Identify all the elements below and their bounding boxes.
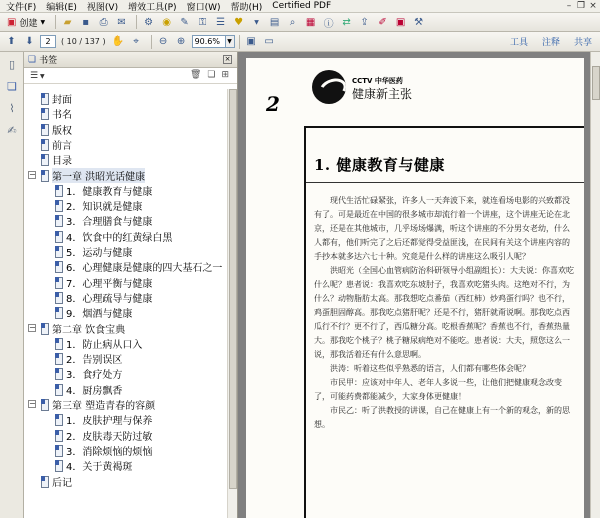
bookmark-label: 目录 — [52, 156, 72, 168]
bookmark-item[interactable] — [40, 474, 72, 489]
qr-button[interactable] — [303, 15, 318, 30]
printer-icon: ⎙ — [99, 16, 108, 28]
comment-button[interactable] — [159, 15, 174, 30]
bookmark-label: 2．告别误区 — [66, 355, 123, 367]
document-window-controls — [564, 1, 598, 11]
bookmark-item[interactable] — [54, 229, 172, 244]
delete-icon[interactable]: 🗑 — [189, 70, 202, 80]
menu-help[interactable]: 帮助(H) — [230, 2, 263, 13]
chevron-down-icon: ▼ — [227, 38, 232, 45]
pdf-button[interactable] — [393, 15, 408, 30]
arrow-down-circle-icon: ⬇ — [25, 36, 34, 47]
fit-width-icon: ▭ — [264, 36, 274, 47]
info-button[interactable] — [321, 15, 336, 30]
bookmark-icon — [40, 323, 49, 334]
previous-page-button[interactable] — [4, 34, 19, 49]
search-icon: ⌕ — [289, 16, 296, 28]
bookmarks-panel — [24, 52, 238, 518]
bookmark-label: 第二章 饮食宝典 — [52, 324, 126, 336]
settings-button[interactable] — [141, 15, 156, 30]
bookmark-icon — [54, 338, 63, 349]
bookmark-icon — [54, 246, 63, 257]
bookmark-item[interactable] — [54, 428, 152, 443]
paragraph: 洪涛：听着这些似乎熟悉的语言，人们都有哪些体会呢？ — [330, 364, 530, 373]
paragraph: 洪昭光（全国心血管病防治科研领导小组副组长）：大夫说：你喜欢吃什么呢？患者说：我喜欢吃东坡肘子，我喜欢吃猪头肉。这绝对不行，为什么？动物脂肪太高。那我想吃点番茄（西红柿）炒鸡蛋行吗？也不行，鸡蛋胆固醇高。那我吃点猪肝呢？还是不行，猪肝就甭说啊。那我吃点西瓜行不行？更不行了，西瓜糖分高。吃根香蕉呢？香蕉也不行，香蕉热量大。那我吃个桃子？桃子糖尿病绝对不能吃。患者说：大夫，照您这么一说，那我活着还有什么意思啊。 — [314, 266, 574, 359]
main-toolbar — [0, 13, 600, 32]
print-button[interactable] — [96, 15, 111, 30]
share-link[interactable]: 共享 — [573, 38, 592, 48]
menu-window[interactable]: 窗口(W) — [186, 2, 221, 13]
create-button[interactable] — [4, 15, 48, 30]
menu-bar — [0, 0, 600, 13]
bookmark-label: 9．烟酒与健康 — [66, 309, 133, 321]
chevron-down-icon: ▼ — [38, 72, 45, 80]
bookmark-label: 1．健康教育与健康 — [66, 186, 153, 198]
scrollbar-thumb[interactable] — [229, 89, 237, 489]
pages-icon: ▤ — [269, 16, 280, 28]
fit-width-button[interactable] — [262, 34, 277, 49]
bookmark-tree — [24, 89, 228, 518]
bookmark-label: 4．饮食中的红黄绿白黑 — [66, 232, 173, 244]
bookmark-icon — [40, 476, 49, 487]
bookmark-label: 第一章 洪昭光话健康 — [52, 168, 145, 183]
zoom-in-button[interactable] — [174, 34, 189, 49]
task-links — [510, 35, 592, 48]
plus-circle-icon: ⊕ — [176, 36, 186, 47]
bookmark-icon — [40, 108, 49, 119]
bookmark-label: 5．运动与健康 — [66, 248, 133, 259]
comment-link[interactable]: 注释 — [541, 38, 560, 48]
form-icon: ☰ — [216, 16, 226, 28]
paragraph: 市民乙：听了洪教授的讲课，自己在健康上有一个新的观念，新的思想。 — [314, 406, 570, 429]
hand-icon: ✋ — [111, 36, 125, 47]
zoom-input[interactable] — [192, 35, 226, 48]
wrench-icon: ⚒ — [414, 16, 424, 28]
bookmark-actions — [190, 70, 229, 80]
bookmark-icon — [54, 445, 63, 456]
toolbar-separator — [55, 15, 56, 29]
brand-small: CCTV 中华医药 — [352, 77, 403, 85]
page-number-input[interactable] — [40, 35, 56, 48]
create-label: 创建 — [19, 18, 38, 29]
bookmark-label: 后记 — [52, 477, 72, 489]
bookmark-item[interactable] — [40, 152, 72, 167]
bookmark-item[interactable] — [29, 321, 126, 336]
menu-view[interactable]: 视图(V) — [86, 2, 119, 13]
bookmark-label: 3．食疗处方 — [66, 370, 123, 382]
speech-bubble-icon: ◉ — [162, 16, 171, 28]
bookmark-item[interactable] — [54, 290, 152, 305]
bookmark-icon — [54, 460, 63, 471]
options-icon: ☰ — [30, 70, 39, 81]
gear-icon: ⚙ — [144, 16, 154, 28]
edit-button[interactable] — [375, 15, 390, 30]
cursor-icon: ⌖ — [133, 36, 139, 47]
zoom-value: 90.6% — [194, 37, 220, 46]
edit-icon: ✐ — [378, 16, 387, 28]
tools-button[interactable] — [411, 15, 426, 30]
stamp-icon: ♥ — [234, 16, 244, 28]
bookmark-icon: ❏ — [28, 54, 37, 65]
chevron-down-icon: ▼ — [254, 18, 259, 26]
disk-icon: ▪ — [82, 16, 89, 28]
bookmark-item[interactable] — [54, 336, 142, 351]
new-bookmark-icon[interactable]: ❏ — [207, 70, 216, 80]
pages-panel-icon[interactable]: ▯ — [8, 58, 16, 71]
minus-circle-icon: ⊖ — [158, 36, 168, 47]
navigation-pane-strip — [0, 52, 24, 518]
document-area — [238, 52, 590, 518]
hand-tool-button[interactable] — [111, 34, 126, 49]
bookmarks-panel-icon[interactable]: ❏ — [7, 80, 17, 93]
bookmark-item[interactable] — [54, 183, 152, 198]
bookmark-item[interactable] — [54, 412, 152, 427]
collapse-toggle-icon[interactable]: − — [29, 169, 36, 179]
info-icon: ⓘ — [323, 18, 334, 30]
envelope-icon: ✉ — [117, 16, 126, 28]
bookmark-icon — [40, 139, 49, 150]
pdf-icon: ▣ — [395, 16, 406, 28]
menu-edit[interactable]: 编辑(E) — [46, 2, 77, 13]
zoom-out-button[interactable] — [156, 34, 171, 49]
close-icon[interactable]: × — [589, 1, 597, 11]
bookmark-label: 2．知识就是健康 — [66, 202, 143, 214]
page-number: 2 — [266, 92, 280, 116]
chevron-button[interactable] — [249, 15, 264, 30]
toolbar-separator — [136, 15, 137, 29]
bookmark-icon — [54, 292, 63, 303]
bookmark-label: 6．心理健康是健康的四大基石之一 — [66, 263, 223, 275]
bookmark-icon — [54, 430, 63, 441]
select-tool-button[interactable] — [129, 34, 144, 49]
bookmark-icon — [54, 414, 63, 425]
signatures-panel-icon[interactable]: ✍ — [7, 124, 17, 137]
search-button[interactable] — [285, 15, 300, 30]
pen-icon: ✎ — [180, 16, 189, 28]
bookmark-item[interactable] — [54, 305, 132, 320]
bookmark-item[interactable] — [54, 443, 152, 458]
title-rule — [306, 182, 584, 183]
bookmark-item[interactable] — [54, 366, 122, 381]
qr-icon: ▦ — [305, 16, 316, 28]
bookmark-label: 前言 — [52, 140, 72, 152]
bookmark-item[interactable] — [29, 397, 156, 412]
translate-icon: ⇄ — [342, 16, 351, 28]
bookmark-icon — [40, 170, 49, 181]
bookmark-icon — [54, 261, 63, 272]
toolbar-separator — [239, 35, 240, 49]
paragraph: 现代生活忙碌紧张，许多人一天奔波下来，就连看场电影的兴致都没有了。可是最近在中国的很多城市却流行着一个讲座，这个讲座无论在北京，还是在其他城市，几乎场场爆满，听这个讲座的不分男女老幼，什么人都有，他们听完了之后还都觉得受益匪浅，在民间有关这个讲座内容的手抄本就多达六七十种。究竟是什么样的讲座这么吸引人呢？ — [314, 196, 570, 261]
save-button[interactable] — [78, 15, 93, 30]
bookmark-icon — [54, 384, 63, 395]
scrollbar-thumb[interactable] — [592, 66, 600, 100]
bookmark-item[interactable] — [40, 122, 72, 137]
sign-button[interactable] — [177, 15, 192, 30]
bookmarks-toolbar — [24, 68, 237, 84]
options-dropdown[interactable] — [30, 71, 45, 81]
next-page-button[interactable] — [22, 34, 37, 49]
bookmarks-panel-title: 书签 — [39, 56, 58, 66]
lock-icon: ⚿ — [198, 16, 207, 28]
bookmark-label: 书名 — [52, 110, 72, 122]
bookmark-icon — [54, 200, 63, 211]
close-icon[interactable]: × — [224, 55, 231, 63]
stamp-button[interactable] — [231, 15, 246, 30]
bookmark-icon — [54, 368, 63, 379]
bookmark-item[interactable] — [54, 275, 152, 290]
cctv-logo-icon — [312, 70, 346, 104]
pages-button[interactable] — [267, 15, 282, 30]
navigation-toolbar — [0, 32, 600, 52]
bookmark-item[interactable] — [40, 106, 72, 121]
forms-button[interactable] — [213, 15, 228, 30]
minimize-icon[interactable]: – — [566, 1, 572, 11]
document-scrollbar[interactable] — [590, 52, 600, 518]
email-button[interactable] — [114, 15, 129, 30]
tools-link[interactable]: 工具 — [509, 38, 528, 48]
expand-bookmark-icon[interactable]: ⊞ — [221, 70, 229, 80]
brand-title: 健康新主张 — [352, 87, 413, 101]
export-button[interactable] — [357, 15, 372, 30]
bookmark-item[interactable] — [54, 382, 122, 397]
bookmark-item[interactable] — [54, 213, 152, 228]
menu-plugins[interactable]: 增效工具(P) — [128, 2, 177, 13]
bookmarks-panel-header — [24, 52, 237, 68]
bookmark-label: 3．消除烦恼的烦恼 — [66, 446, 153, 458]
export-icon: ⇪ — [360, 16, 369, 28]
menu-certified-pdf[interactable]: Certified PDF — [272, 1, 332, 11]
bookmark-item[interactable] — [54, 351, 122, 366]
bookmark-label: 8．心理疏导与健康 — [66, 293, 153, 305]
bookmark-label: 4．关于黄褐斑 — [66, 462, 133, 474]
bookmark-label: 4．厨房飘香 — [66, 385, 123, 397]
bookmark-label: 版权 — [52, 125, 72, 137]
restore-icon[interactable]: ❐ — [576, 1, 586, 11]
bookmark-item[interactable] — [54, 198, 142, 213]
page-body — [314, 194, 576, 432]
bookmark-label: 7．心理平衡与健康 — [66, 278, 153, 290]
collapse-toggle-icon[interactable]: − — [29, 322, 36, 332]
bookmark-icon — [54, 231, 63, 242]
page-count: ( 10 / 137 ) — [61, 37, 106, 46]
bookmark-icon — [54, 277, 63, 288]
bookmark-label: 1．防止病从口入 — [66, 339, 143, 351]
bookmark-icon — [40, 154, 49, 165]
collapse-toggle-icon[interactable]: − — [29, 399, 36, 408]
bookmark-label: 1．皮肤护理与保养 — [66, 416, 153, 428]
bookmark-item[interactable] — [54, 244, 132, 259]
bookmark-label: 封面 — [52, 95, 72, 106]
paragraph: 市民甲：应该对中年人、老年人多说一些，让他们把健康观念改变了，可能药费都能减少，大家身体更健康！ — [314, 378, 562, 401]
secure-button[interactable] — [195, 15, 210, 30]
bookmark-item[interactable] — [40, 91, 72, 106]
fit-page-button[interactable] — [244, 34, 259, 49]
bookmark-item[interactable] — [29, 168, 146, 183]
bookmark-scrollbar[interactable] — [227, 89, 237, 518]
arrow-up-circle-icon: ⬆ — [7, 36, 16, 47]
zoom-dropdown[interactable] — [226, 35, 235, 48]
toolbar-separator — [151, 35, 152, 49]
menu-file[interactable]: 文件(F) — [6, 2, 37, 13]
folder-icon: ▰ — [63, 16, 72, 28]
bookmark-icon — [54, 353, 63, 364]
bookmark-label: 3．合理膳食与健康 — [66, 217, 153, 229]
bookmark-icon — [54, 185, 63, 196]
bookmark-label: 2．皮肤毒天防过敏 — [66, 431, 153, 443]
bookmark-icon — [54, 215, 63, 226]
fit-page-icon: ▣ — [246, 36, 256, 47]
create-pdf-icon: ▣ — [7, 16, 17, 28]
chapter-title: 1. 健康教育与健康 — [314, 156, 445, 174]
bookmark-item[interactable] — [40, 137, 72, 152]
bookmark-icon — [40, 93, 49, 104]
document-page — [246, 58, 584, 518]
chevron-down-icon: ▼ — [40, 18, 46, 26]
translate-button[interactable] — [339, 15, 354, 30]
bookmark-label: 第三章 塑造青春的容颜 — [52, 401, 156, 412]
bookmark-item[interactable] — [54, 259, 222, 274]
bookmark-icon — [40, 399, 49, 410]
bookmark-icon — [54, 307, 63, 318]
attachments-panel-icon[interactable]: ⌇ — [9, 102, 15, 115]
bookmark-item[interactable] — [54, 458, 132, 473]
open-folder-button[interactable] — [60, 15, 75, 30]
bookmark-icon — [40, 124, 49, 135]
